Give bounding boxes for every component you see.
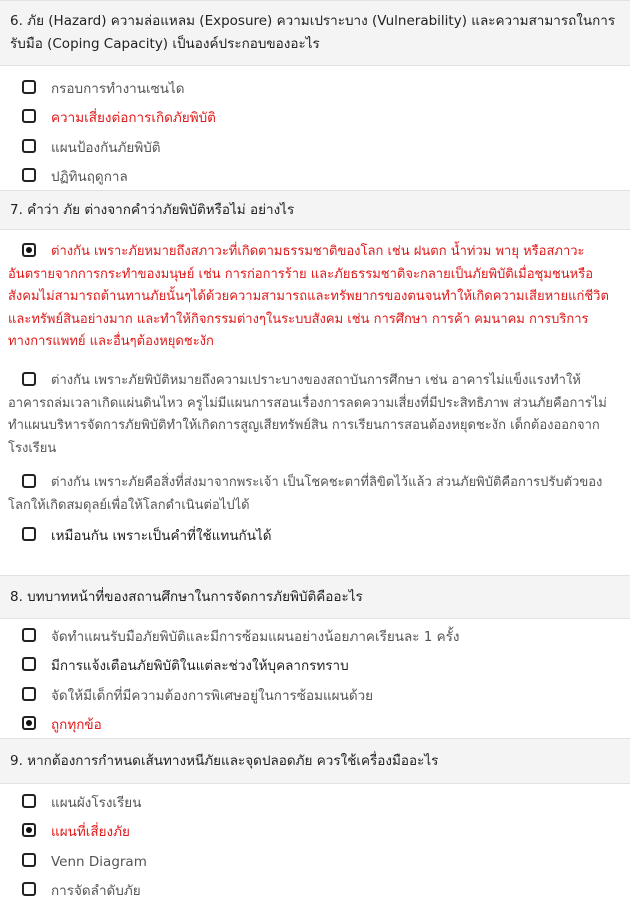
q8-option-4[interactable]: ถูกทุกข้อ bbox=[22, 714, 620, 738]
question-6-header bbox=[0, 0, 630, 66]
radio-selected-icon[interactable] bbox=[22, 243, 36, 257]
radio-unselected-icon[interactable] bbox=[22, 687, 36, 701]
radio-unselected-icon[interactable] bbox=[22, 794, 36, 808]
q6-option-1[interactable]: กรอบการทำงานเซนได bbox=[22, 78, 620, 102]
question-9-header bbox=[0, 738, 630, 784]
question-7-title: 7. คำว่า ภัย ต่างจากคำว่าภัยพิบัติหรือไม่ อย่างไร bbox=[10, 202, 295, 218]
radio-selected-icon[interactable] bbox=[22, 823, 36, 837]
q6-option-3[interactable]: แผนป้องกันภัยพิบัติ bbox=[22, 137, 620, 161]
q8-option-1[interactable]: จัดทำแผนรับมือภัยพิบัติและมีการซ้อมแผนอย่างน้อยภาคเรียนละ 1 ครั้ง bbox=[22, 626, 620, 650]
q8-option-3[interactable]: จัดให้มีเด็กที่มีความต้องการพิเศษอยู่ในการซ้อมแผนด้วย bbox=[22, 685, 620, 709]
radio-unselected-icon[interactable] bbox=[22, 168, 36, 182]
radio-unselected-icon[interactable] bbox=[22, 882, 36, 896]
question-9-title: 9. หากต้องการกำหนดเส้นทางหนีภัยและจุดปลอดภัย ควรใช้เครื่องมืออะไร bbox=[10, 753, 439, 769]
q9-option-2[interactable]: แผนที่เสี่ยงภัย bbox=[22, 821, 620, 845]
q7-option-1[interactable]: ต่างกัน เพราะภัยหมายถึงสภาวะที่เกิดตามธรรมชาติของโลก เช่น ฝนตก น้ำท่วม พายุ หรือสภาวะอันตรายจากการกระทำของมนุษย์ เช่น การก่อการร้าย และภัยธรรมชาติจะกลายเป็นภัยพิบัติเมื่อชุมชนหรือสังคมไม่สามารถต้านทานภัยนั้นๆได้ด้วยความสามารถและทรัพยากรของตนจนทำให้เกิดความเสียหายแก่ชีวิตและทรัพย์สินอย่างมาก และทำให้กิจกรรมต่างๆในระบบสังคม เช่น การศึกษา การค้า คมนาคม การบริการทางการแพทย์ และอื่นๆต้องหยุดชะงัก bbox=[8, 244, 609, 349]
radio-unselected-icon[interactable] bbox=[22, 853, 36, 867]
q8-option-2[interactable]: มีการแจ้งเตือนภัยพิบัติในแต่ละช่วงให้บุคลากรทราบ bbox=[22, 655, 620, 679]
radio-selected-icon[interactable] bbox=[22, 716, 36, 730]
question-7-header bbox=[0, 190, 630, 230]
q7-option-2[interactable]: ต่างกัน เพราะภัยพิบัติหมายถึงความเปราะบางของสถาบันการศึกษา เช่น อาคารไม่แข็งแรงทำให้อาคารถล่มเวลาเกิดแผ่นดินไหว ครูไม่มีแผนการสอนเรื่องการลดความเสี่ยงที่มีประสิทธิภาพ ส่วนภัยคือการไม่ทำแผนบริหารจัดการภัยพิบัติทำให้เกิดการสูญเสียทรัพย์สิน การเรียนการสอนต้องหยุดชะงัก เด็กต้องออกจากโรงเรียน bbox=[8, 373, 607, 456]
radio-unselected-icon[interactable] bbox=[22, 474, 36, 488]
q9-option-3[interactable]: Venn Diagram bbox=[22, 851, 620, 875]
radio-unselected-icon[interactable] bbox=[22, 139, 36, 153]
radio-unselected-icon[interactable] bbox=[22, 109, 36, 123]
q7-option-3[interactable]: ต่างกัน เพราะภัยคือสิ่งที่ส่งมาจากพระเจ้า เป็นโชคชะตาที่ลิขิตไว้แล้ว ส่วนภัยพิบัติคือการปรับตัวของโลกให้เกิดสมดุลย์เพื่อให้โลกดำเนินต่อไปได้ bbox=[8, 475, 603, 513]
q9-option-4[interactable]: การจัดลำดับภัย bbox=[22, 880, 620, 904]
question-8-title: 8. บทบาทหน้าที่ของสถานศึกษาในการจัดการภัยพิบัติคืออะไร bbox=[10, 589, 363, 605]
q7-option-4[interactable]: เหมือนกัน เพราะเป็นคำที่ใช้แทนกันได้ bbox=[22, 525, 620, 549]
radio-unselected-icon[interactable] bbox=[22, 657, 36, 671]
q9-option-1[interactable]: แผนผังโรงเรียน bbox=[22, 792, 620, 816]
question-6-title: 6. ภัย (Hazard) ความล่อแหลม (Exposure) ความเปราะบาง (Vulnerability) และความสามารถในการรับมือ (Coping Capacity) เป็นองค์ประกอบของอะไร bbox=[10, 13, 616, 52]
question-8-header bbox=[0, 575, 630, 619]
radio-unselected-icon[interactable] bbox=[22, 80, 36, 94]
radio-unselected-icon[interactable] bbox=[22, 628, 36, 642]
q6-option-4[interactable]: ปฏิทินฤดูกาล bbox=[22, 166, 620, 190]
radio-unselected-icon[interactable] bbox=[22, 372, 36, 386]
radio-unselected-icon[interactable] bbox=[22, 527, 36, 541]
q6-option-2[interactable]: ความเสี่ยงต่อการเกิดภัยพิบัติ bbox=[22, 107, 620, 131]
